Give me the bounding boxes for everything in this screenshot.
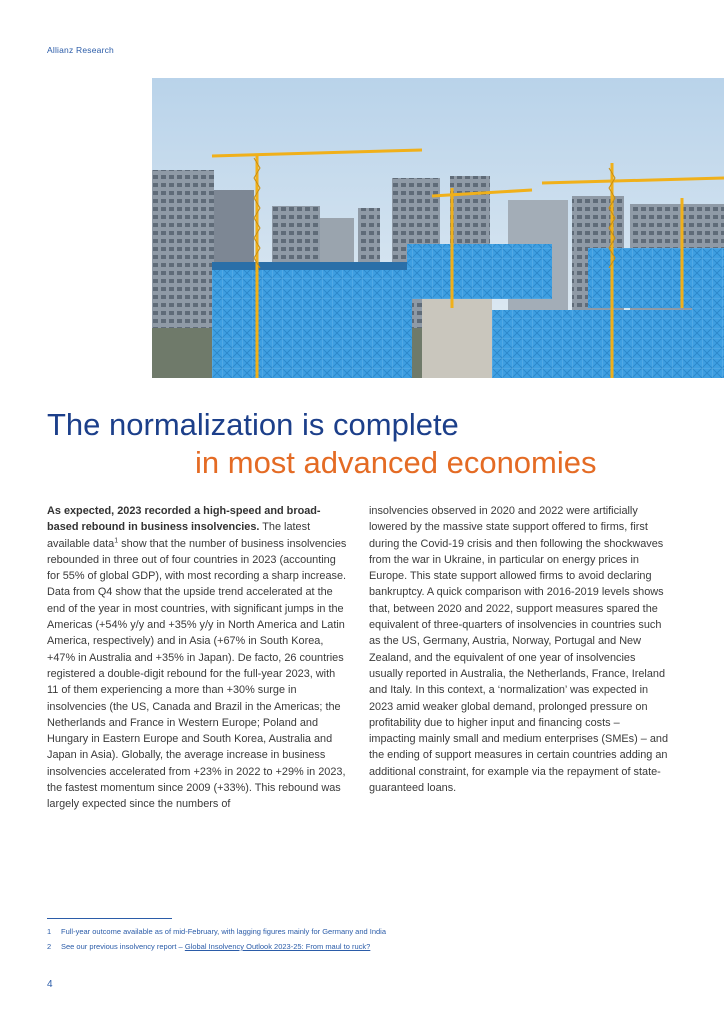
footnote-text: See our previous insolvency report – bbox=[61, 942, 185, 951]
body-column-left bbox=[47, 503, 347, 813]
brand-label: Allianz Research bbox=[47, 45, 114, 55]
footnote-divider bbox=[47, 918, 172, 919]
body-text-a: The latest available data bbox=[47, 521, 311, 550]
insolvency-report-link[interactable]: Global Insolvency Outlook 2023-25: From maul to ruck? bbox=[184, 942, 371, 951]
page-title bbox=[47, 406, 707, 482]
page-number: 4 bbox=[47, 979, 53, 990]
footnote-1 bbox=[47, 927, 386, 936]
footnote-ref-1[interactable]: 1 bbox=[114, 536, 119, 544]
body-column-right bbox=[369, 503, 669, 796]
footnote-2 bbox=[47, 942, 370, 951]
body-text-b: show that the number of business insolvencies rebounded in three out of four countries in 2023 (accounting for 55% of global GDP), with most recording a sharp increase. Data from Q4 show that the upside trend accelerated at the end of the year in most countries, with significant jumps in the Americas (+54% y/y and +35% y/y in North America and Latin America, respectively) and in Asia (+67% in South Korea, +47% in Australia and +35% in Japan). De facto, 26 countries registered a double-digit rebound for the full-year 2023, with 11 of them experiencing a more than +30% surge in insolvencies (the US, Canada and Brazil in the Americas; the Netherlands and France in Western Europe; Poland and Hungary in Eastern Europe and South Korea, Australia and Japan in Asia). Globally, the average increase in business insolvencies accelerated from +23% in 2022 to +29% in 2023, the fastest momentum since 2009 (+33%). This rebound was largely expected since the numbers of bbox=[47, 537, 347, 811]
body-text-right: insolvencies observed in 2020 and 2022 were artificially lowered by the massive state support offered to firms, first during the Covid-19 crisis and then following the shockwaves from the war in Ukraine, in particular on energy prices in Europe. This state support allowed firms to avoid declaring bankruptcy. A quick comparison with 2016-2019 levels shows that, between 2020 and 2022, support measures spared the equivalent of three-quarters of insolvencies in countries such as the US, Germany, Austria, Norway, Portugal and New Zealand, and the equivalent of one year of insolvencies usually reported in Australia, the Netherlands, France, Ireland and Italy. In this context, a ‘normalization’ was expected in 2023 amid weaker global demand, prolonged pressure on profitability due to higher input and financing costs – impacting mainly small and medium enterprises (SMEs) – and the ending of support measures in certain countries adding an additional constraint, for example via the repayment of state-guaranteed loans. bbox=[369, 505, 669, 795]
footnote-number: 2 bbox=[47, 942, 52, 951]
title-line-1: The normalization is complete bbox=[47, 407, 459, 442]
construction-site-photo bbox=[152, 78, 724, 378]
footnote-number: 1 bbox=[47, 927, 52, 936]
construction-site-photo-icon bbox=[152, 78, 724, 378]
lead-sentence: As expected, 2023 recorded a high-speed and broad-based rebound in business insolvencies. bbox=[47, 505, 321, 534]
footnote-text: Full-year outcome available as of mid-February, with lagging figures mainly for Germany and India bbox=[61, 927, 387, 936]
title-line-2: in most advanced economies bbox=[195, 445, 597, 480]
